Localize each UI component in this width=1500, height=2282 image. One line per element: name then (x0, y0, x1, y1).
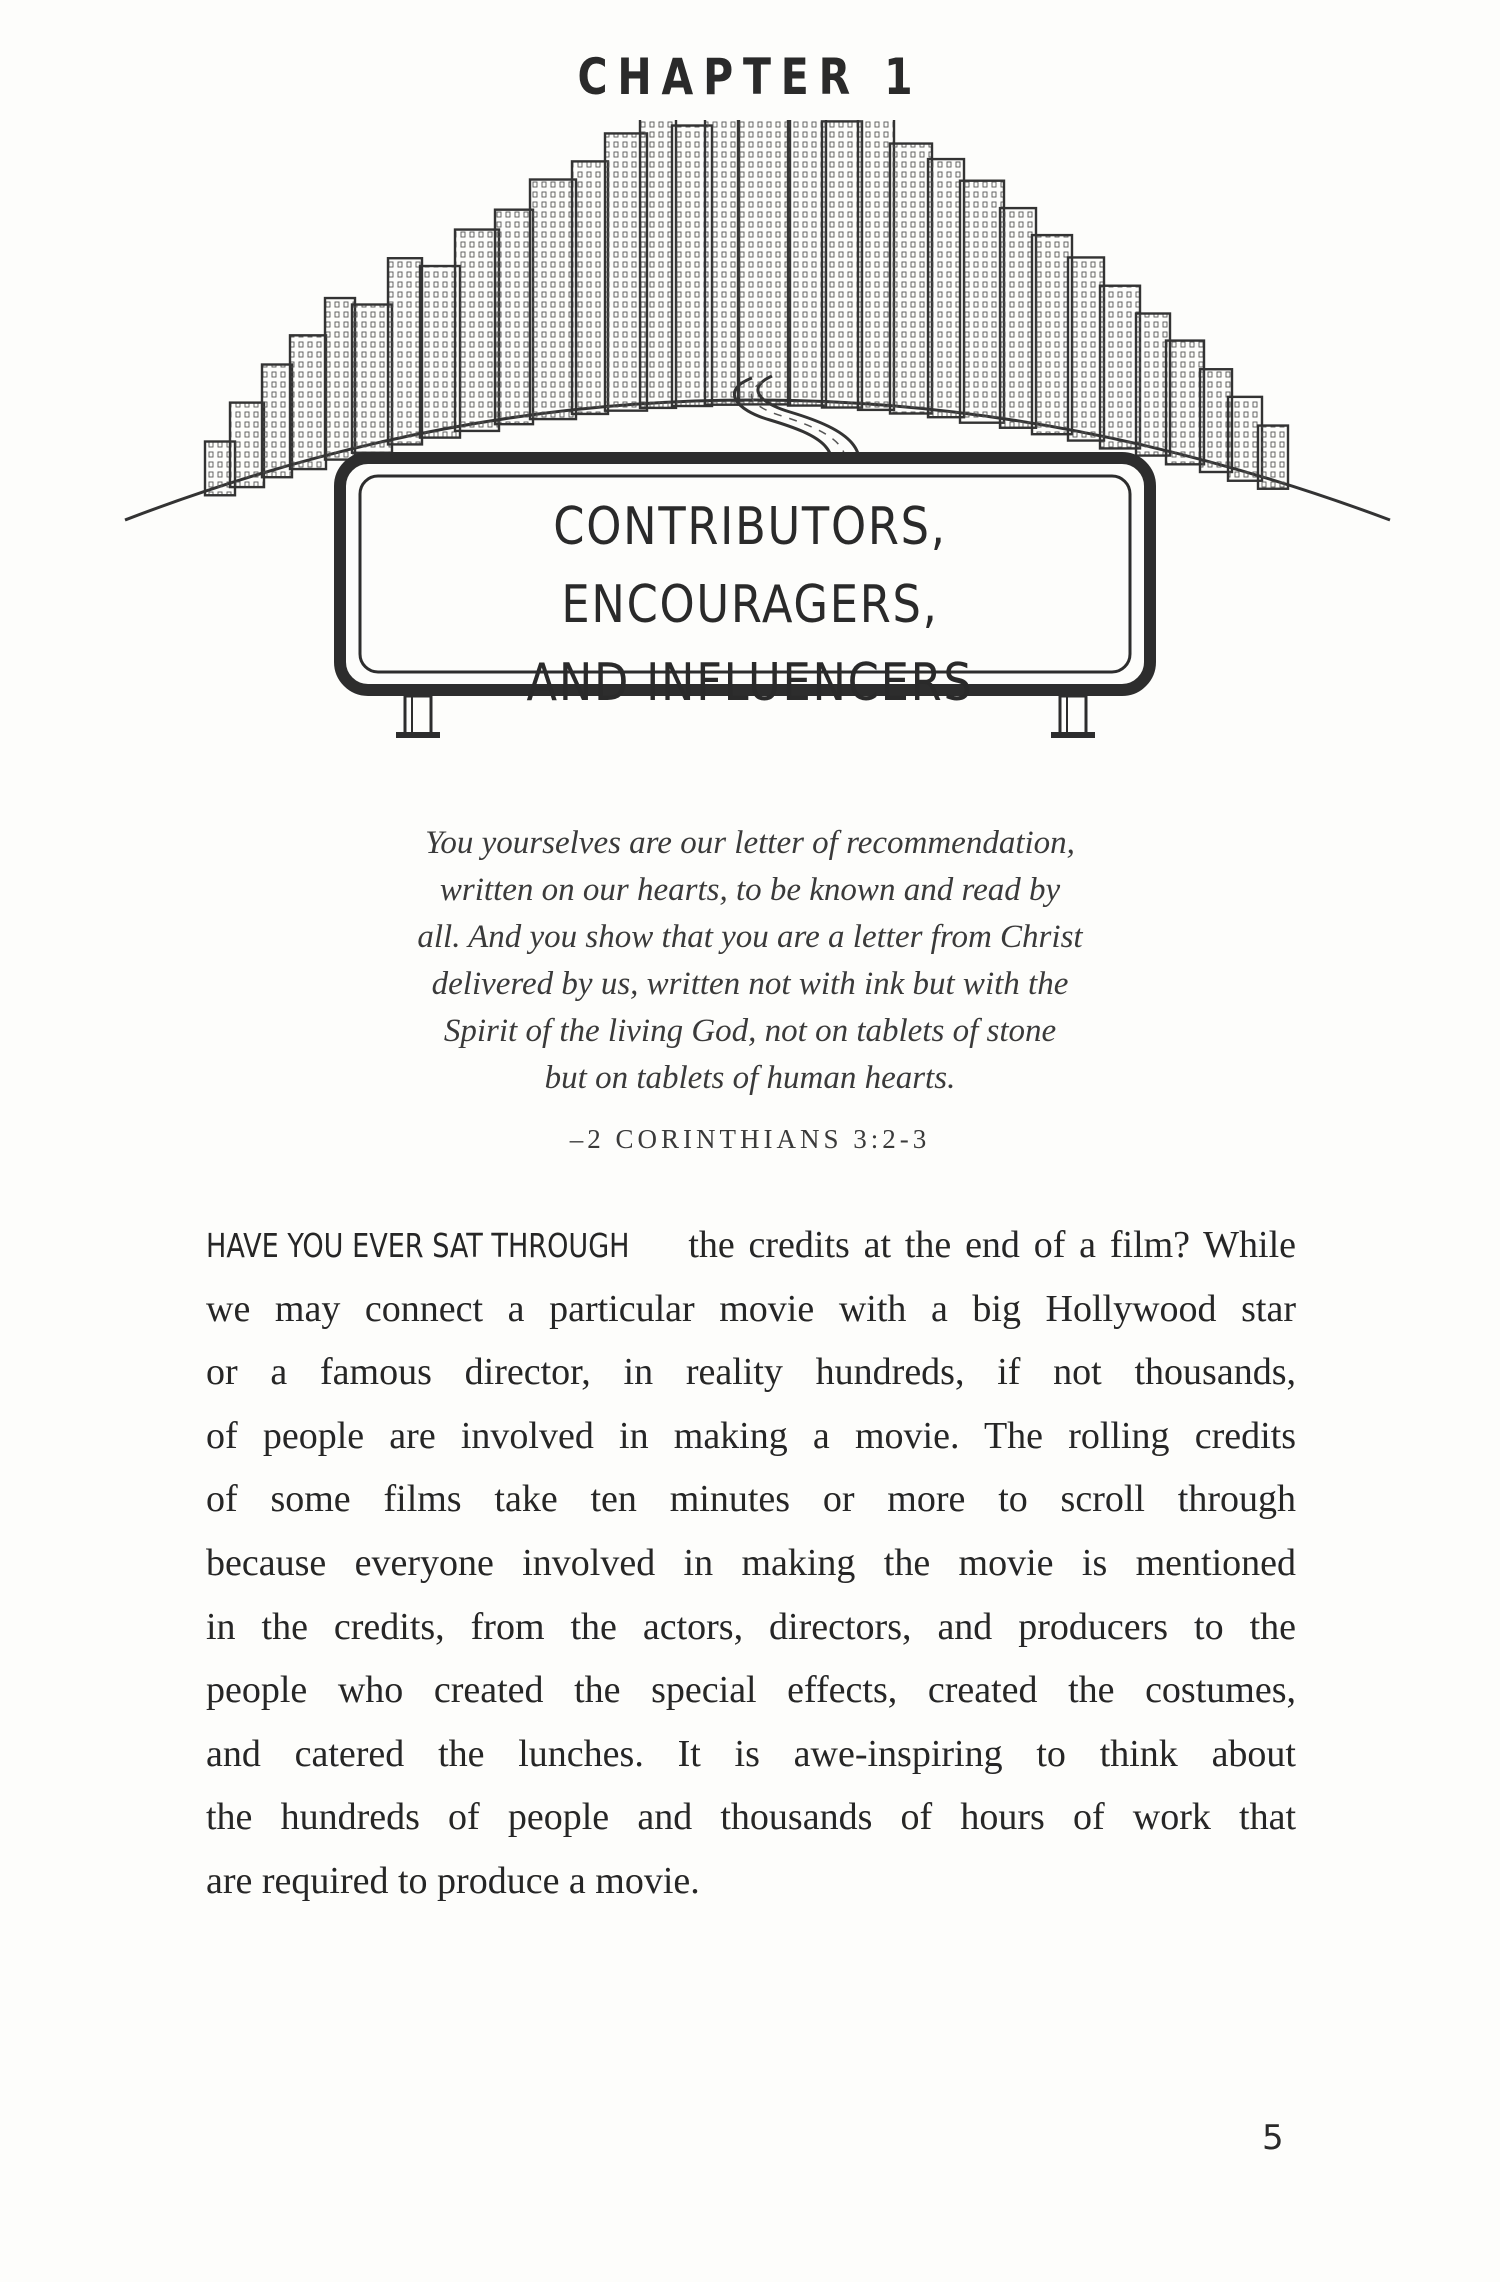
chapter-title (360, 488, 1140, 722)
skyline-building (325, 298, 355, 460)
body-line: in the credits, from the actors, directors, and producers to the (206, 1605, 1296, 1648)
page-number: 5 (1262, 2118, 1284, 2158)
skyline-building (290, 335, 326, 469)
epigraph-line: written on our hearts, to be known and read by (439, 872, 1061, 908)
skyline-building (960, 181, 1004, 423)
skyline-building (230, 403, 264, 487)
chapter-title-line-1: CONTRIBUTORS, ENCOURAGERS, (553, 497, 947, 635)
epigraph-quote (300, 820, 1200, 1102)
skyline-building (822, 121, 862, 407)
body-line: or a famous director, in reality hundreds, if not thousands, (206, 1351, 1296, 1394)
epigraph-line: but on tablets of human hearts. (544, 1060, 956, 1096)
body-line: people who created the special effects, created the costumes, (206, 1669, 1296, 1712)
epigraph-line: all. And you show that you are a letter from Christ (417, 919, 1083, 955)
body-line: and catered the lunches. It is awe-inspiring to think about (206, 1732, 1296, 1775)
epigraph-line: Spirit of the living God, not on tablets of stone (443, 1013, 1057, 1049)
skyline-building (640, 120, 676, 408)
skyline-building (1166, 341, 1204, 465)
body-line: of people are involved in making a movie. The rolling credits (206, 1414, 1296, 1457)
chapter-label: CHAPTER 1 (577, 48, 923, 106)
body-line: of some films take ten minutes or more to scroll through (206, 1478, 1296, 1521)
lead-in-text: HAVE YOU EVER SAT THROUGH (206, 1226, 630, 1265)
skyline-building (788, 120, 826, 406)
body-line: we may connect a particular movie with a big Hollywood star (206, 1287, 1296, 1330)
skyline-building (928, 159, 964, 417)
skyline-building (890, 144, 932, 414)
skyline-building (1258, 426, 1288, 489)
epigraph-line: delivered by us, written not with ink but with the (431, 966, 1069, 1002)
epigraph-line: You yourselves are our letter of recommendation, (425, 825, 1075, 861)
body-line: because everyone involved in making the movie is mentioned (206, 1541, 1296, 1584)
epigraph-source: –2 CORINTHIANS 3:2-3 (569, 1124, 931, 1154)
body-line-first (206, 1214, 1296, 1278)
skyline-building (262, 365, 292, 478)
body-line-last: are required to produce a movie. (206, 1859, 700, 1902)
skyline-building (530, 180, 576, 420)
skyline-building (388, 258, 422, 444)
skyline-building (352, 305, 392, 453)
skyline-building (1032, 235, 1072, 434)
skyline-building (1100, 286, 1140, 449)
chapter-title-line-2: AND INFLUENCERS (526, 653, 974, 713)
skyline-building (705, 120, 739, 405)
skyline-building (1068, 257, 1104, 440)
body-line: the hundreds of people and thousands of hours of work that (206, 1796, 1296, 1839)
body-paragraph (206, 1214, 1296, 1914)
skyline-building (455, 230, 499, 431)
skyline-building (572, 161, 608, 414)
skyline-building (738, 120, 790, 404)
skyline-building (495, 210, 533, 425)
skyline-building (1000, 208, 1036, 428)
skyline-building (858, 120, 894, 410)
first-line-rest: the credits at the end of a film? While (688, 1224, 1297, 1266)
